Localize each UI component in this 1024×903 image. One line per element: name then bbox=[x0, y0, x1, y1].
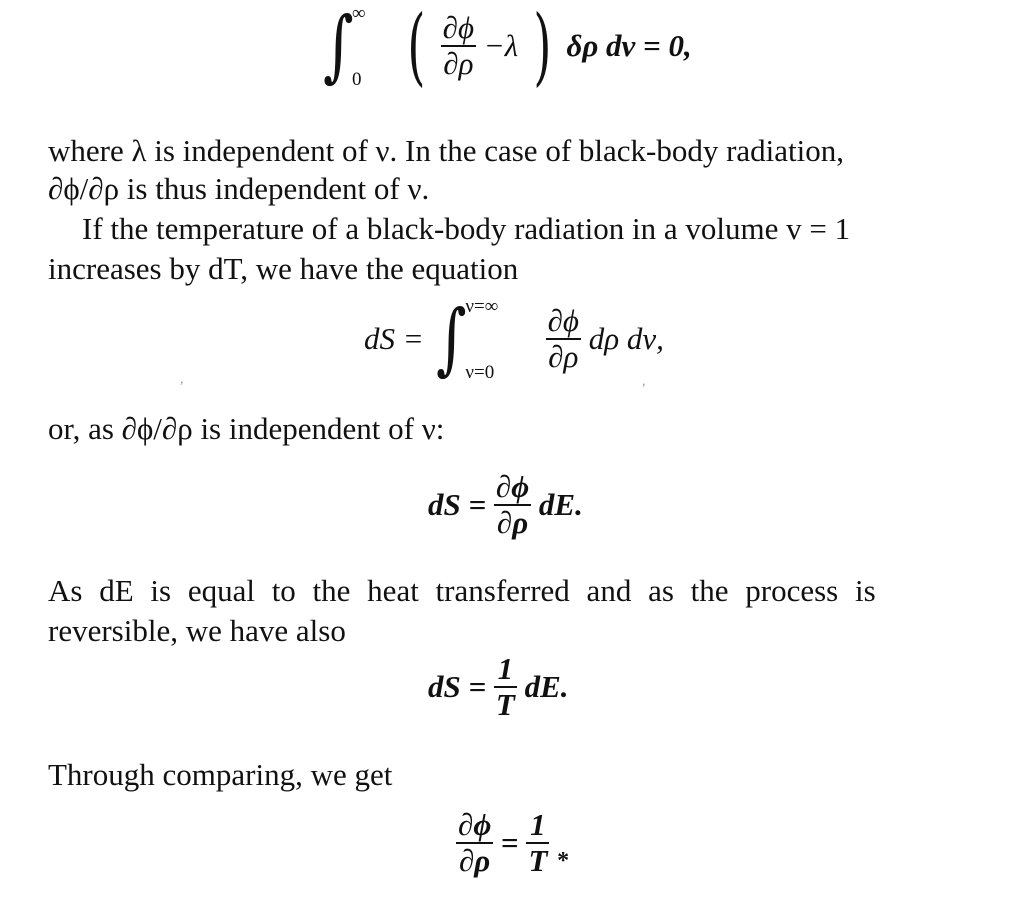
equation-4-lhs: dS = bbox=[428, 669, 487, 704]
footnote-star: * bbox=[557, 848, 570, 875]
paragraph-5: Through comparing, we get bbox=[48, 757, 393, 792]
fraction-numerator: ∂ϕ bbox=[547, 303, 579, 338]
fraction-dphi-drho bbox=[494, 470, 531, 540]
fraction-denominator: ∂ρ bbox=[458, 843, 491, 878]
paragraph-1-line-2: ∂ϕ/∂ρ is thus independent of ν. bbox=[48, 171, 430, 206]
fraction-dphi-drho bbox=[441, 11, 476, 81]
left-paren: ( bbox=[407, 0, 426, 95]
equation-3-tail: dE. bbox=[538, 487, 583, 522]
fraction-dphi-drho bbox=[546, 304, 581, 374]
integral-upper-limit: ν=∞ bbox=[465, 296, 499, 317]
fraction-numerator: ∂ϕ bbox=[495, 469, 530, 504]
integral-sign: ∫ ∞ 0 bbox=[323, 1, 366, 91]
integral-sign: ∫ ν=∞ ν=0 bbox=[436, 294, 499, 384]
fraction-numerator: ∂ϕ bbox=[442, 10, 475, 45]
fraction-denominator: ∂ρ bbox=[443, 46, 474, 81]
fraction-numerator: ∂ϕ bbox=[458, 807, 492, 842]
minus-lambda: −λ bbox=[483, 28, 519, 63]
stray-mark: , bbox=[180, 372, 184, 387]
paragraph-4-line-1: As dE is equal to the heat transferred and as the process is bbox=[48, 573, 876, 608]
equation-2-tail: dρ dν, bbox=[588, 321, 664, 356]
equation-3-lhs: dS = bbox=[428, 487, 487, 522]
paragraph-2-line-1: If the temperature of a black-body radiation in a volume v = 1 bbox=[82, 211, 851, 246]
integral-lower-limit: ν=0 bbox=[465, 362, 495, 383]
fraction-numerator: 1 bbox=[497, 651, 514, 686]
integral-upper-limit: ∞ bbox=[352, 3, 366, 24]
equation-1-tail: δρ dν = 0, bbox=[566, 28, 692, 63]
equation-1 bbox=[318, 0, 692, 95]
fraction-one-over-t bbox=[526, 808, 549, 878]
equation-4 bbox=[428, 652, 569, 722]
fraction-dphi-drho bbox=[456, 808, 493, 878]
equation-2 bbox=[364, 294, 664, 384]
equals-sign: = bbox=[501, 825, 519, 860]
equation-3 bbox=[428, 470, 583, 540]
fraction-numerator: 1 bbox=[530, 807, 546, 842]
integral-lower-limit: 0 bbox=[352, 69, 362, 90]
fraction-denominator: T bbox=[495, 687, 515, 722]
fraction-denominator: T bbox=[528, 843, 548, 878]
paragraph-2-line-2: increases by dT, we have the equation bbox=[48, 251, 519, 286]
equation-5 bbox=[456, 808, 569, 878]
fraction-one-over-t bbox=[494, 652, 517, 722]
paragraph-4-line-2: reversible, we have also bbox=[48, 613, 346, 648]
stray-mark: , bbox=[642, 374, 646, 389]
paragraph-1-line-1: where λ is independent of ν. In the case of black-body radiation, bbox=[48, 133, 845, 168]
fraction-denominator: ∂ρ bbox=[496, 505, 529, 540]
equation-2-lhs: dS = bbox=[364, 321, 424, 356]
equation-4-tail: dE. bbox=[524, 669, 569, 704]
right-paren: ) bbox=[533, 0, 552, 95]
paragraph-3: or, as ∂ϕ/∂ρ is independent of ν: bbox=[48, 411, 445, 446]
fraction-denominator: ∂ρ bbox=[548, 339, 579, 374]
